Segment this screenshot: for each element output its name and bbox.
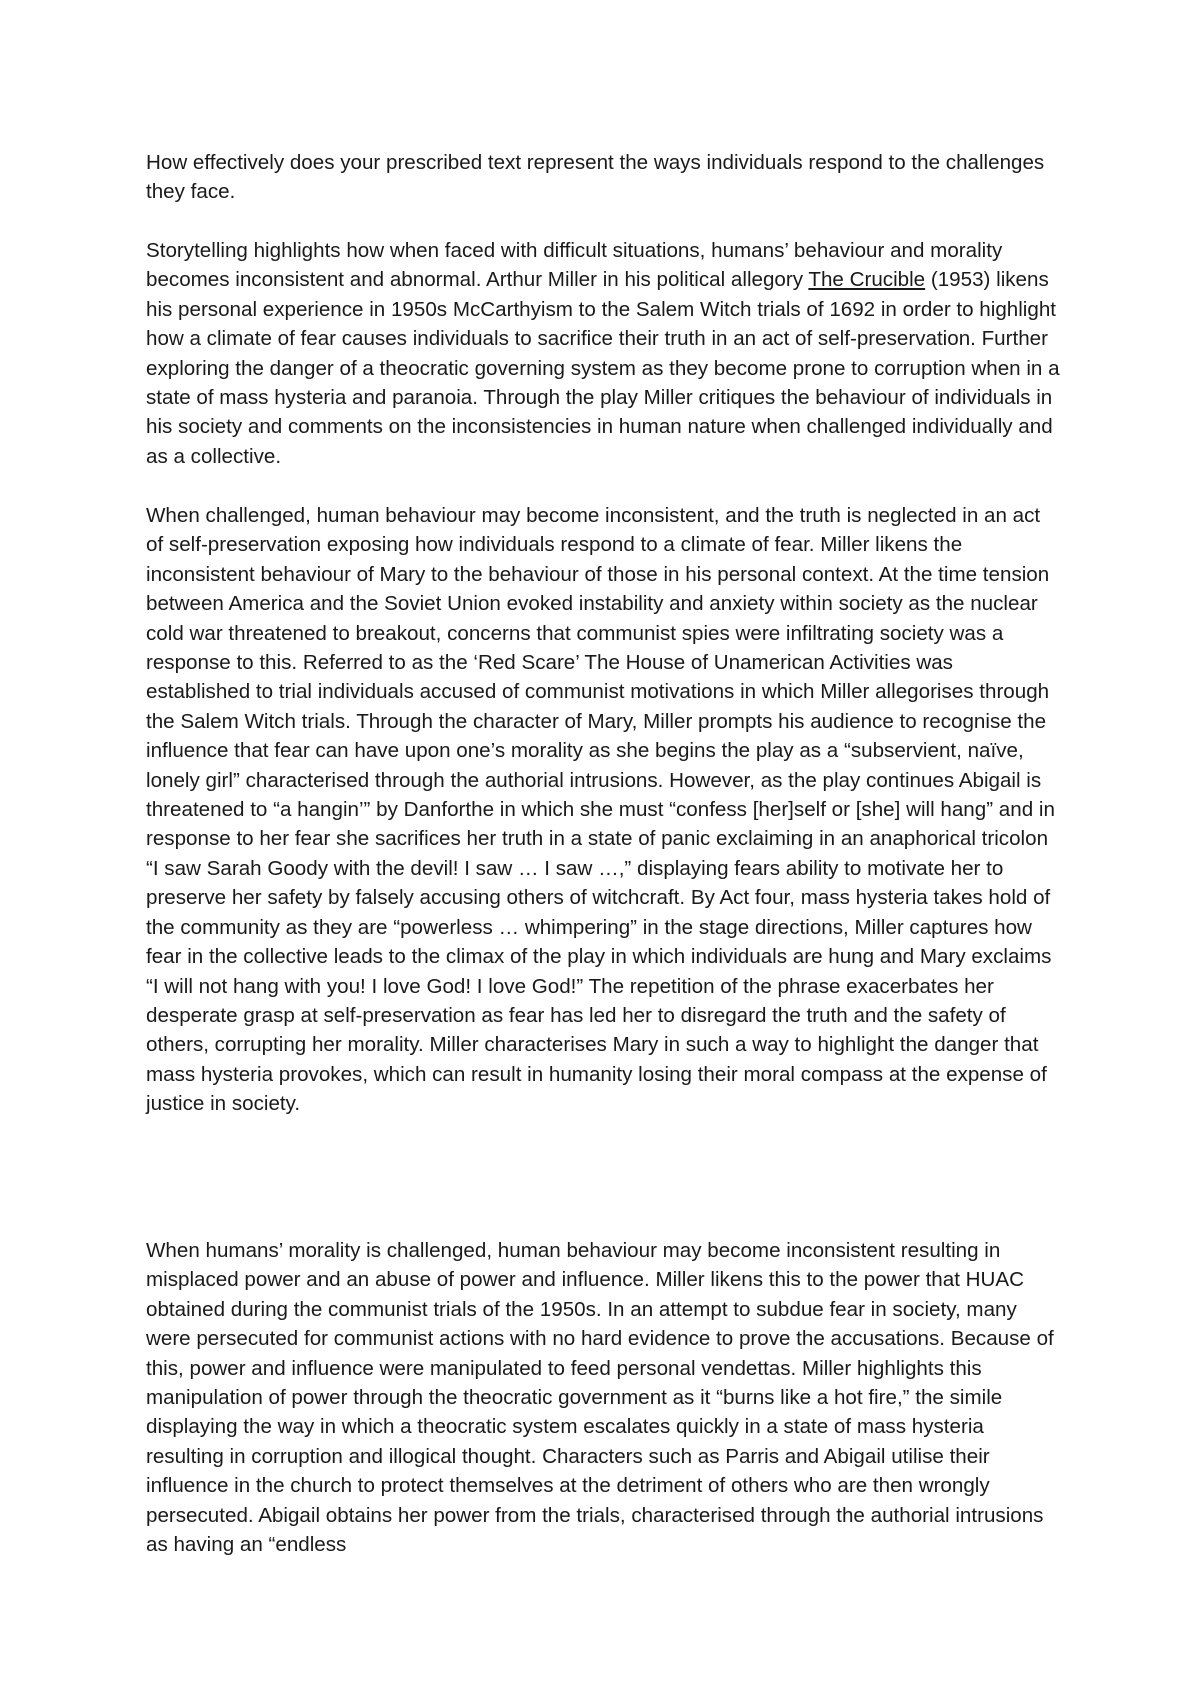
paragraph-body-1: When challenged, human behaviour may become inconsistent, and the truth is neglected in an act of self-preservation exposing how individuals respond to a climate of fear. Miller likens the inconsistent behaviour of Mary to the behaviour of those in his personal context. At the time tension between America and the Soviet Union evoked instability and anxiety within society as the nuclear cold war threatened to breakout, concerns that communist spies were infiltrating society was a response to this. Referred to as the ‘Red Scare’ The House of Unamerican Activities was established to trial individuals accused of communist motivations in which Miller allegorises through the Salem Witch trials. Through the character of Mary, Miller prompts his audience to recognise the influence that fear can have upon one’s morality as she begins the play as a “subservient, naïve, lonely girl” characterised through the authorial intrusions. However, as the play continues Abigail is threatened to “a hangin’” by Danforthe in which she must “confess [her]self or [she] will hang” and in response to her fear she sacrifices her truth in a state of panic exclaiming in an anaphorical tricolon “I saw Sarah Goody with the devil! I saw … I saw …,” displaying fears ability to motivate her to preserve her safety by falsely accusing others of witchcraft. By Act four, mass hysteria takes hold of the community as they are “powerless … whimpering” in the stage directions, Miller captures how fear in the collective leads to the climax of the play in which individuals are hung and Mary exclaims “I will not hang with you! I love God! I love God!” The repetition of the phrase exacerbates her desperate grasp at self-preservation as fear has led her to disregard the truth and the safety of others, corrupting her morality. Miller characterises Mary in such a way to highlight the danger that mass hysteria provokes, which can result in humanity losing their moral compass at the expense of justice in society. [146, 504, 1055, 1116]
paragraph-body-2: When humans’ morality is challenged, human behaviour may become inconsistent resulting in misplaced power and an abuse of power and influence. Miller likens this to the power that HUAC obtained during the communist trials of the 1950s. In an attempt to subdue fear in society, many were persecuted for communist actions with no hard evidence to prove the accusations. Because of this, power and influence were manipulated to feed personal vendettas. Miller highlights this manipulation of power through the theocratic government as it “burns like a hot fire,” the simile displaying the way in which a theocratic system escalates quickly in a state of mass hysteria resulting in corruption and illogical thought. Characters such as Parris and Abigail utilise their influence in the church to protect themselves at the detriment of others who are then wrongly persecuted. Abigail obtains her power from the trials, characterised through the authorial intrusions as having an “endless [146, 1239, 1054, 1557]
intro-text-end: (1953) likens his personal experience in 1950s McCarthyism to the Salem Witch trials of 1692 in order to highlight how a climate of fear causes individuals to sacrifice their truth in an act of self-preservation. Further exploring the danger of a theocratic governing system as they become prone to corruption when in a state of mass hysteria and paranoia. Through the play Miller critiques the behaviour of individuals in his society and comments on the inconsistencies in human nature when challenged individually and as a collective. [146, 268, 1060, 468]
paragraph-introduction [146, 236, 1062, 471]
text-title-the-crucible: The Crucible [808, 268, 926, 292]
intro-text-start: Storytelling highlights how when faced with difficult situations, humans’ behaviour and morality becomes inconsistent and abnormal. Arthur Miller in his political allegory [146, 239, 1003, 292]
essay-question: How effectively does your prescribed text represent the ways individuals respond to the challenges they face. [146, 151, 1045, 204]
